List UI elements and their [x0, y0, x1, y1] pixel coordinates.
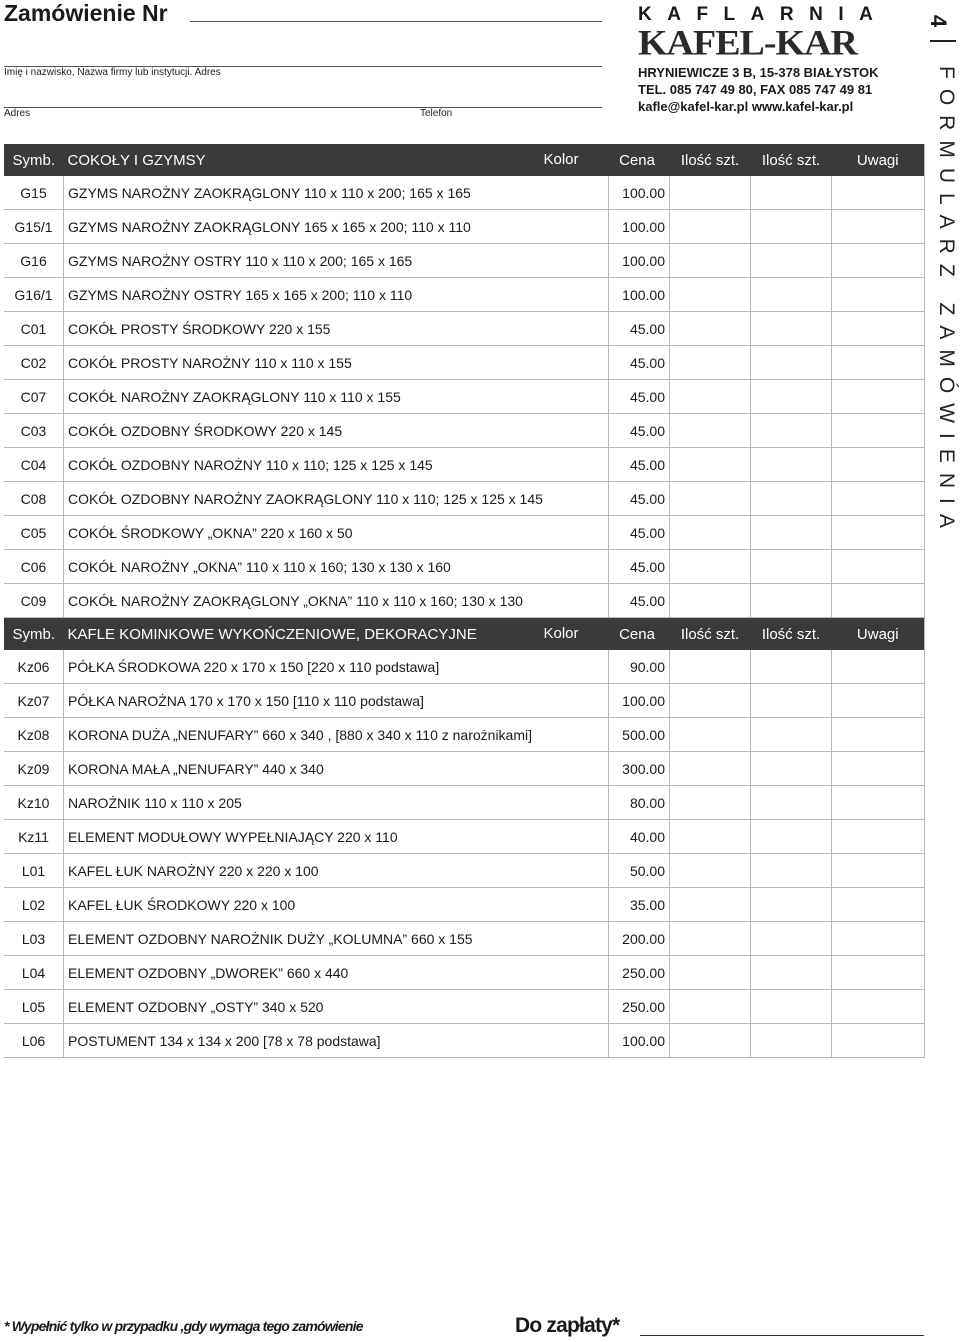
notes-cell[interactable] — [832, 922, 925, 956]
notes-cell[interactable] — [832, 888, 925, 922]
row-symbol: G16/1 — [4, 278, 64, 312]
qty-cell-1[interactable] — [670, 684, 751, 718]
row-price: 35.00 — [609, 888, 670, 922]
row-name: NAROŻNIK 110 x 110 x 205 — [64, 786, 609, 820]
qty-cell-1[interactable] — [670, 380, 751, 414]
notes-cell[interactable] — [832, 820, 925, 854]
row-symbol: L02 — [4, 888, 64, 922]
notes-cell[interactable] — [832, 482, 925, 516]
qty-cell-1[interactable] — [670, 650, 751, 684]
qty-cell-2[interactable] — [751, 244, 832, 278]
column-header-ilosc-1: Ilość szt. — [670, 618, 751, 651]
row-symbol: Kz11 — [4, 820, 64, 854]
notes-cell[interactable] — [832, 752, 925, 786]
row-symbol: C01 — [4, 312, 64, 346]
row-name: POSTUMENT 134 x 134 x 200 [78 x 78 podstawa] — [64, 1024, 609, 1058]
row-price: 45.00 — [609, 448, 670, 482]
row-price: 250.00 — [609, 990, 670, 1024]
row-name: COKÓŁ OZDOBNY NAROŻNY ZAOKRĄGLONY 110 x 110; 125 x 125 x 145 — [64, 482, 609, 516]
row-symbol: L06 — [4, 1024, 64, 1058]
qty-cell-2[interactable] — [751, 176, 832, 210]
table-row — [4, 516, 925, 550]
notes-cell[interactable] — [832, 244, 925, 278]
row-symbol: C06 — [4, 550, 64, 584]
order-table — [4, 144, 925, 1058]
row-price: 50.00 — [609, 854, 670, 888]
qty-cell-2[interactable] — [751, 210, 832, 244]
row-name: PÓŁKA NAROŻNA 170 x 170 x 150 [110 x 110 podstawa] — [64, 684, 609, 718]
qty-cell-2[interactable] — [751, 650, 832, 684]
row-price: 100.00 — [609, 1024, 670, 1058]
row-name: COKÓŁ NAROŻNY ZAOKRĄGLONY „OKNA” 110 x 110 x 160; 130 x 130 — [64, 584, 609, 618]
row-price: 45.00 — [609, 312, 670, 346]
address-label: Adres — [4, 108, 31, 119]
table-row — [4, 718, 925, 752]
qty-cell-2[interactable] — [751, 752, 832, 786]
qty-cell-1[interactable] — [670, 888, 751, 922]
table-row — [4, 752, 925, 786]
qty-cell-2[interactable] — [751, 414, 832, 448]
row-name: KAFEL ŁUK NAROŻNY 220 x 220 x 100 — [64, 854, 609, 888]
qty-cell-1[interactable] — [670, 516, 751, 550]
total-field[interactable] — [640, 1335, 924, 1336]
row-name: PÓŁKA ŚRODKOWA 220 x 170 x 150 [220 x 110 podstawa] — [64, 650, 609, 684]
qty-cell-1[interactable] — [670, 550, 751, 584]
row-name: ELEMENT OZDOBNY „DWOREK” 660 x 440 — [64, 956, 609, 990]
qty-cell-2[interactable] — [751, 922, 832, 956]
row-price: 100.00 — [609, 244, 670, 278]
section-title — [64, 144, 609, 176]
section-title — [64, 618, 609, 651]
row-symbol: C04 — [4, 448, 64, 482]
row-name: GZYMS NAROŻNY ZAOKRĄGLONY 110 x 110 x 200; 165 x 165 — [64, 176, 609, 210]
qty-cell-1[interactable] — [670, 448, 751, 482]
qty-cell-1[interactable] — [670, 584, 751, 618]
table-row — [4, 990, 925, 1024]
row-price: 300.00 — [609, 752, 670, 786]
row-price: 100.00 — [609, 210, 670, 244]
qty-cell-1[interactable] — [670, 414, 751, 448]
footer-note: * Wypełnić tylko w przypadku ,gdy wymaga tego zamówienie — [4, 1318, 363, 1334]
row-price: 100.00 — [609, 176, 670, 210]
qty-cell-2[interactable] — [751, 854, 832, 888]
name-label: Imię i nazwisko, Nazwa firmy lub instytucji. Adres — [4, 67, 221, 78]
notes-cell[interactable] — [832, 650, 925, 684]
table-row — [4, 278, 925, 312]
row-price: 45.00 — [609, 346, 670, 380]
qty-cell-1[interactable] — [670, 990, 751, 1024]
row-symbol: L05 — [4, 990, 64, 1024]
row-symbol: Kz07 — [4, 684, 64, 718]
qty-cell-1[interactable] — [670, 854, 751, 888]
qty-cell-1[interactable] — [670, 1024, 751, 1058]
company-web: kafle@kafel-kar.pl www.kafel-kar.pl — [638, 99, 854, 114]
qty-cell-2[interactable] — [751, 550, 832, 584]
table-row — [4, 922, 925, 956]
notes-cell[interactable] — [832, 786, 925, 820]
notes-cell[interactable] — [832, 550, 925, 584]
qty-cell-1[interactable] — [670, 922, 751, 956]
qty-cell-2[interactable] — [751, 380, 832, 414]
row-price: 100.00 — [609, 278, 670, 312]
row-price: 80.00 — [609, 786, 670, 820]
table-row — [4, 684, 925, 718]
table-row — [4, 956, 925, 990]
row-symbol: C08 — [4, 482, 64, 516]
row-price: 200.00 — [609, 922, 670, 956]
table-row — [4, 820, 925, 854]
row-name: COKÓŁ NAROŻNY ZAOKRĄGLONY 110 x 110 x 155 — [64, 380, 609, 414]
table-row — [4, 380, 925, 414]
row-name: COKÓŁ PROSTY NAROŻNY 110 x 110 x 155 — [64, 346, 609, 380]
row-price: 250.00 — [609, 956, 670, 990]
side-divider — [930, 40, 956, 42]
notes-cell[interactable] — [832, 448, 925, 482]
column-header-kolor: Kolor — [543, 151, 579, 168]
row-price: 500.00 — [609, 718, 670, 752]
section-title-text: KAFLE KOMINKOWE WYKOŃCZENIOWE, DEKORACYJNE — [67, 625, 477, 643]
row-price: 40.00 — [609, 820, 670, 854]
table-row — [4, 346, 925, 380]
column-header-cena: Cena — [609, 618, 670, 651]
row-price: 45.00 — [609, 482, 670, 516]
qty-cell-2[interactable] — [751, 516, 832, 550]
row-price: 45.00 — [609, 584, 670, 618]
column-header-cena: Cena — [609, 144, 670, 176]
column-header-ilosc-2: Ilość szt. — [751, 618, 832, 651]
qty-cell-1[interactable] — [670, 820, 751, 854]
row-name: GZYMS NAROŻNY OSTRY 165 x 165 x 200; 110 x 110 — [64, 278, 609, 312]
notes-cell[interactable] — [832, 176, 925, 210]
row-symbol: C05 — [4, 516, 64, 550]
table-row — [4, 786, 925, 820]
company-phone: TEL. 085 747 49 80, FAX 085 747 49 81 — [638, 82, 873, 97]
row-symbol: Kz06 — [4, 650, 64, 684]
row-price: 100.00 — [609, 684, 670, 718]
table-row — [4, 448, 925, 482]
row-price: 45.00 — [609, 380, 670, 414]
qty-cell-1[interactable] — [670, 752, 751, 786]
row-name: COKÓŁ OZDOBNY NAROŻNY 110 x 110; 125 x 125 x 145 — [64, 448, 609, 482]
side-label — [928, 0, 960, 540]
address-field[interactable] — [4, 107, 602, 108]
notes-cell[interactable] — [832, 718, 925, 752]
row-symbol: C02 — [4, 346, 64, 380]
row-symbol: G15/1 — [4, 210, 64, 244]
qty-cell-1[interactable] — [670, 956, 751, 990]
qty-cell-1[interactable] — [670, 210, 751, 244]
row-name: COKÓŁ OZDOBNY ŚRODKOWY 220 x 145 — [64, 414, 609, 448]
qty-cell-1[interactable] — [670, 346, 751, 380]
row-symbol: L04 — [4, 956, 64, 990]
table-row — [4, 210, 925, 244]
qty-cell-2[interactable] — [751, 278, 832, 312]
row-symbol: L01 — [4, 854, 64, 888]
table-row — [4, 584, 925, 618]
phone-label: Telefon — [420, 108, 453, 119]
row-name: KORONA DUŻA „NENUFARY” 660 x 340 , [880 x 340 x 110 z narożnikami] — [64, 718, 609, 752]
row-name: KAFEL ŁUK ŚRODKOWY 220 x 100 — [64, 888, 609, 922]
row-symbol: Kz10 — [4, 786, 64, 820]
notes-cell[interactable] — [832, 278, 925, 312]
row-price: 90.00 — [609, 650, 670, 684]
table-row — [4, 550, 925, 584]
qty-cell-2[interactable] — [751, 1024, 832, 1058]
notes-cell[interactable] — [832, 346, 925, 380]
table-row — [4, 176, 925, 210]
total-label: Do zapłaty* — [515, 1314, 620, 1337]
column-header-symb: Symb. — [4, 144, 64, 176]
notes-cell[interactable] — [832, 1024, 925, 1058]
row-name: ELEMENT MODUŁOWY WYPEŁNIAJĄCY 220 x 110 — [64, 820, 609, 854]
order-number-field[interactable] — [190, 21, 602, 22]
row-name: COKÓŁ NAROŻNY „OKNA” 110 x 110 x 160; 130 x 130 x 160 — [64, 550, 609, 584]
row-symbol: Kz09 — [4, 752, 64, 786]
notes-cell[interactable] — [832, 380, 925, 414]
qty-cell-2[interactable] — [751, 346, 832, 380]
row-name: COKÓŁ ŚRODKOWY „OKNA” 220 x 160 x 50 — [64, 516, 609, 550]
row-symbol: G16 — [4, 244, 64, 278]
qty-cell-2[interactable] — [751, 820, 832, 854]
side-title: FORMULARZ ZAMÓWIENIA — [935, 66, 958, 538]
row-symbol: C09 — [4, 584, 64, 618]
section-title-text: COKOŁY I GZYMSY — [67, 151, 206, 169]
notes-cell[interactable] — [832, 990, 925, 1024]
row-name: KORONA MAŁA „NENUFARY” 440 x 340 — [64, 752, 609, 786]
column-header-ilosc-1: Ilość szt. — [670, 144, 751, 176]
qty-cell-2[interactable] — [751, 482, 832, 516]
qty-cell-2[interactable] — [751, 956, 832, 990]
form-title: Zamówienie Nr — [4, 0, 168, 26]
section-header — [4, 618, 925, 651]
notes-cell[interactable] — [832, 210, 925, 244]
row-price: 45.00 — [609, 516, 670, 550]
qty-cell-1[interactable] — [670, 786, 751, 820]
qty-cell-1[interactable] — [670, 278, 751, 312]
column-header-uwagi: Uwagi — [832, 144, 925, 176]
table-row — [4, 414, 925, 448]
column-header-symb: Symb. — [4, 618, 64, 651]
notes-cell[interactable] — [832, 312, 925, 346]
qty-cell-1[interactable] — [670, 482, 751, 516]
qty-cell-1[interactable] — [670, 718, 751, 752]
row-name: GZYMS NAROŻNY ZAOKRĄGLONY 165 x 165 x 200; 110 x 110 — [64, 210, 609, 244]
notes-cell[interactable] — [832, 414, 925, 448]
qty-cell-1[interactable] — [670, 244, 751, 278]
qty-cell-2[interactable] — [751, 888, 832, 922]
qty-cell-2[interactable] — [751, 786, 832, 820]
row-symbol: C07 — [4, 380, 64, 414]
row-name: GZYMS NAROŻNY OSTRY 110 x 110 x 200; 165 x 165 — [64, 244, 609, 278]
table-row — [4, 650, 925, 684]
company-logo: KAFEL-KAR — [638, 23, 857, 63]
qty-cell-2[interactable] — [751, 718, 832, 752]
notes-cell[interactable] — [832, 684, 925, 718]
qty-cell-2[interactable] — [751, 990, 832, 1024]
row-name: ELEMENT OZDOBNY „OSTY” 340 x 520 — [64, 990, 609, 1024]
qty-cell-2[interactable] — [751, 448, 832, 482]
row-name: COKÓŁ PROSTY ŚRODKOWY 220 x 155 — [64, 312, 609, 346]
form-number: 4 — [926, 14, 952, 28]
section-header — [4, 144, 925, 176]
row-price: 45.00 — [609, 550, 670, 584]
notes-cell[interactable] — [832, 584, 925, 618]
notes-cell[interactable] — [832, 854, 925, 888]
company-address: HRYNIEWICZE 3 B, 15-378 BIAŁYSTOK — [638, 65, 879, 80]
row-symbol: G15 — [4, 176, 64, 210]
notes-cell[interactable] — [832, 956, 925, 990]
qty-cell-2[interactable] — [751, 584, 832, 618]
table-row — [4, 1024, 925, 1058]
table-row — [4, 312, 925, 346]
table-row — [4, 482, 925, 516]
notes-cell[interactable] — [832, 516, 925, 550]
qty-cell-1[interactable] — [670, 312, 751, 346]
qty-cell-2[interactable] — [751, 312, 832, 346]
qty-cell-1[interactable] — [670, 176, 751, 210]
column-header-uwagi: Uwagi — [832, 618, 925, 651]
table-row — [4, 244, 925, 278]
row-symbol: Kz08 — [4, 718, 64, 752]
row-symbol: C03 — [4, 414, 64, 448]
table-row — [4, 854, 925, 888]
column-header-ilosc-2: Ilość szt. — [751, 144, 832, 176]
table-row — [4, 888, 925, 922]
row-price: 45.00 — [609, 414, 670, 448]
row-name: ELEMENT OZDOBNY NAROŻNIK DUŻY „KOLUMNA” 660 x 155 — [64, 922, 609, 956]
row-symbol: L03 — [4, 922, 64, 956]
company-tagline: KAFLARNIA — [638, 4, 889, 25]
column-header-kolor: Kolor — [543, 625, 579, 642]
qty-cell-2[interactable] — [751, 684, 832, 718]
